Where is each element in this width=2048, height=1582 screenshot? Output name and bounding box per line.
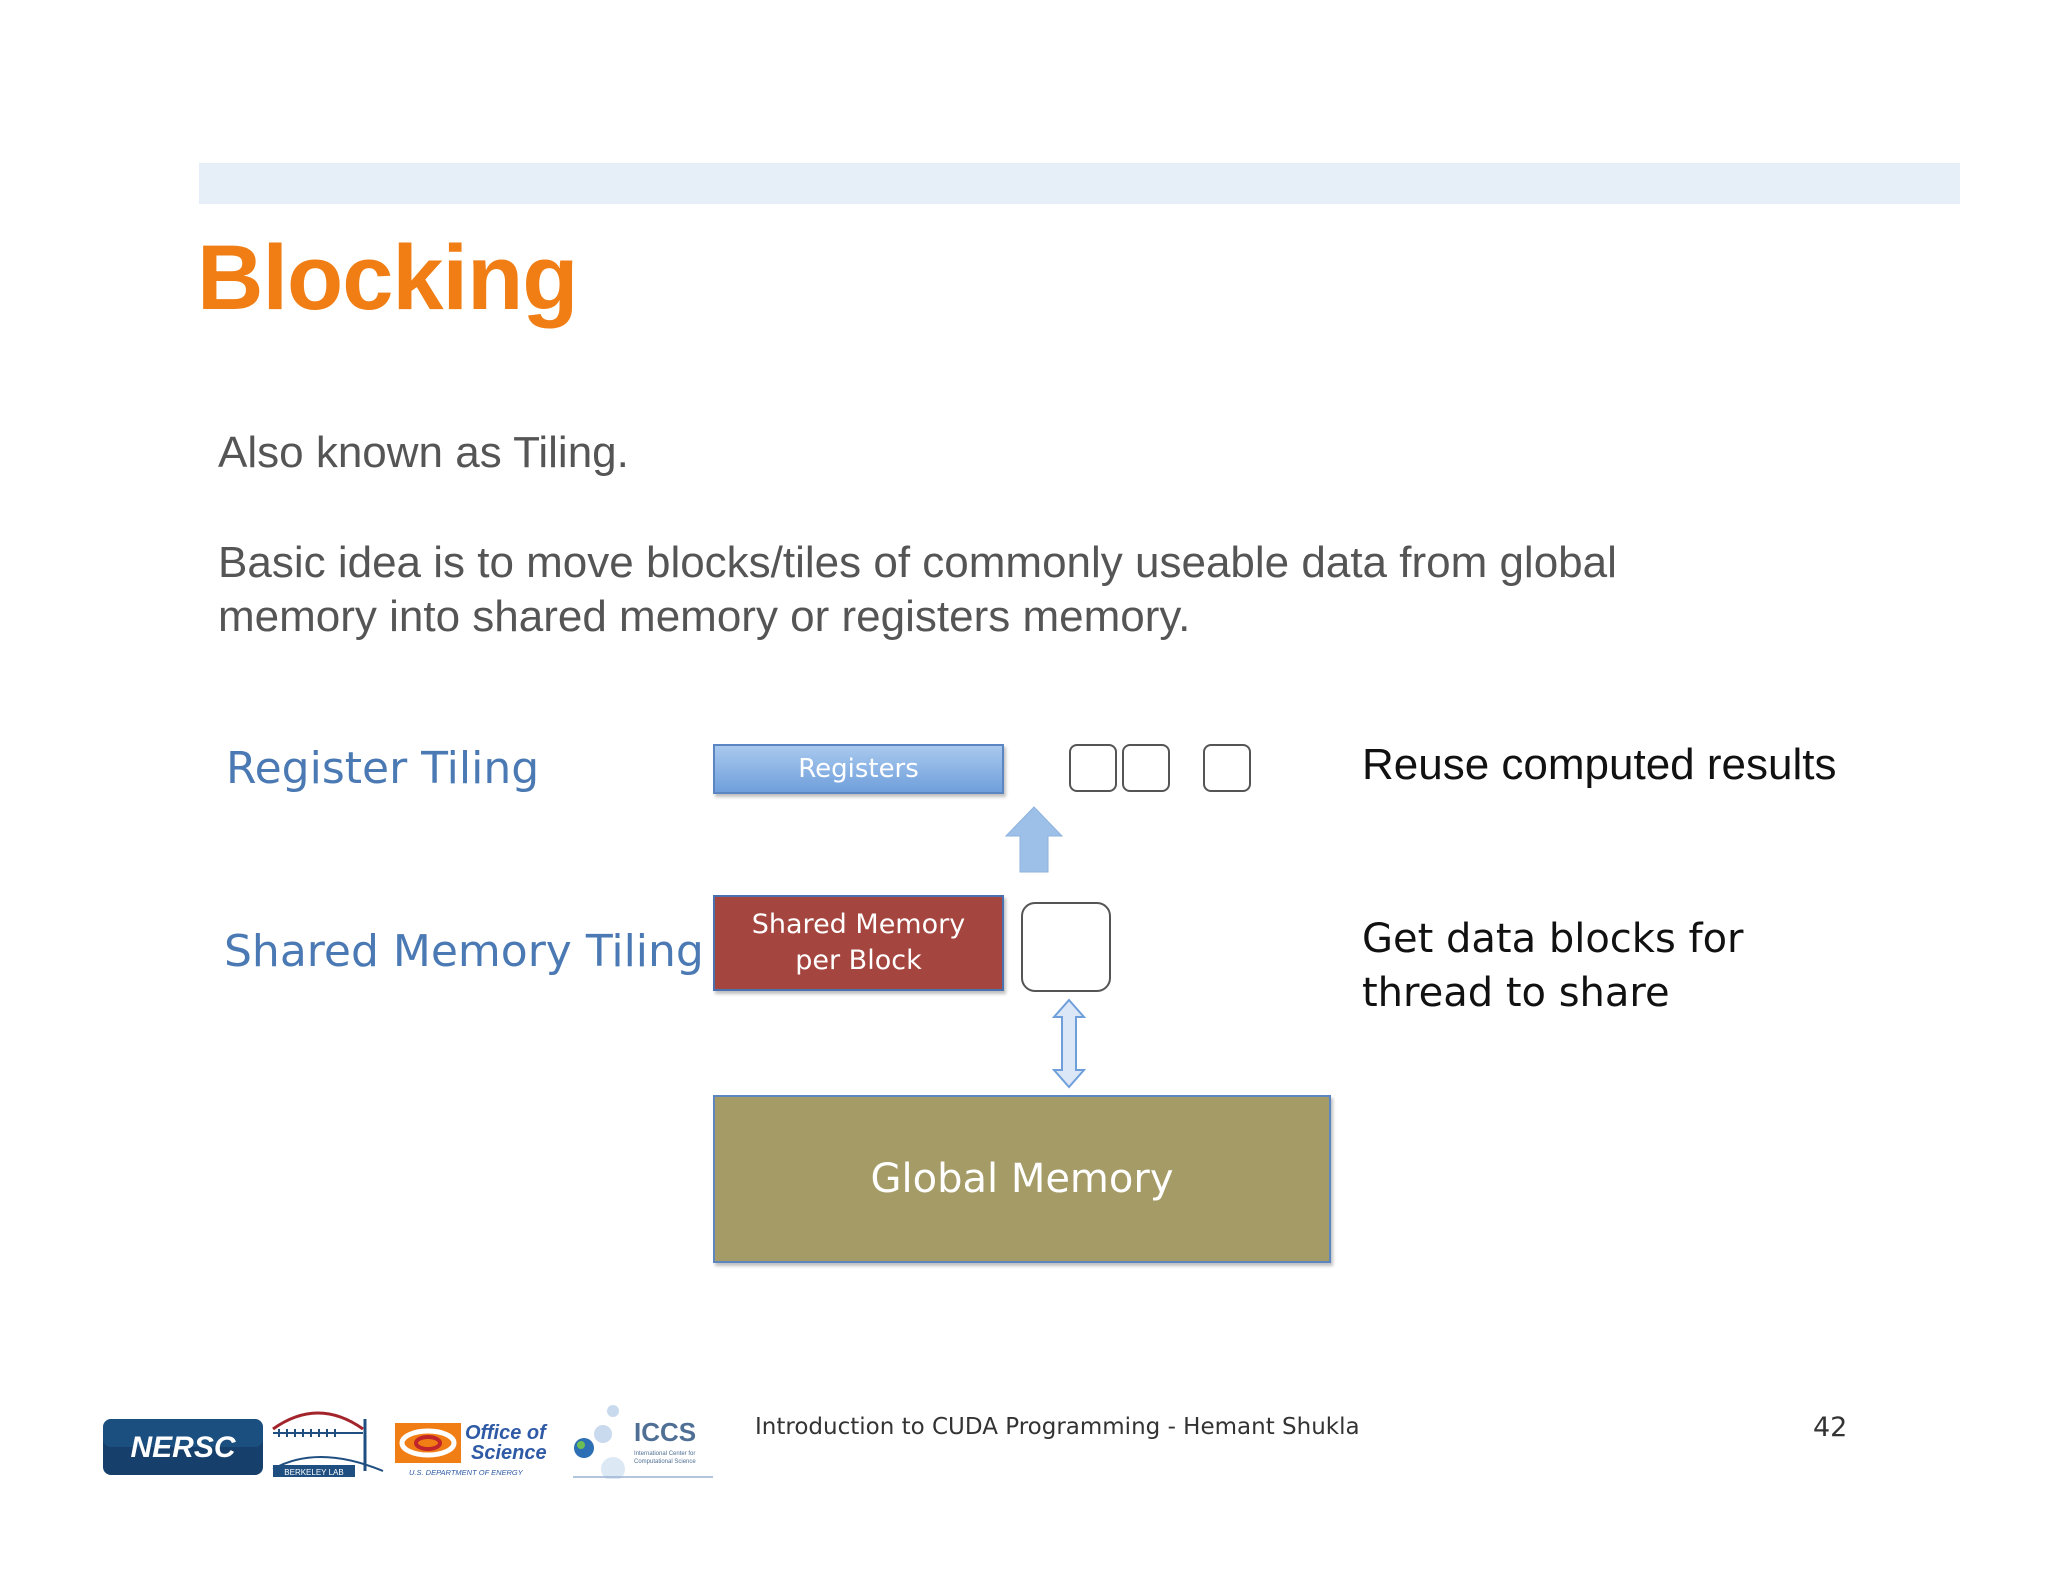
shared-memory-tiling-label: Shared Memory Tiling (224, 926, 704, 977)
shared-box-line1: Shared Memory (751, 909, 966, 940)
footer-logos (103, 1399, 723, 1479)
nersc-logo-text: NERSC (130, 1431, 236, 1464)
up-arrow-icon (1006, 807, 1062, 872)
footer-text: Introduction to CUDA Programming - Hemant Shukla (755, 1414, 1360, 1440)
page-number: 42 (1813, 1412, 1848, 1443)
register-tiling-label: Register Tiling (226, 743, 540, 794)
basic-idea-text: Basic idea is to move blocks/tiles of commonly useable data from global memory into shared memory or registers memory. (218, 538, 1617, 641)
registers-box: Registers (713, 744, 1004, 794)
global-memory-box: Global Memory (713, 1095, 1331, 1263)
iccs-sub1-text: International Center for (634, 1451, 696, 1457)
science-text: Science (471, 1442, 547, 1464)
office-of-science-logo (395, 1422, 548, 1477)
berkeley-lab-text: BERKELEY LAB (284, 1468, 344, 1477)
get-data-text: Get data blocks for thread to share (1362, 916, 1744, 1016)
iccs-sub2-text: Computational Science (634, 1459, 696, 1465)
aka-text: Also known as Tiling. (218, 428, 629, 477)
doe-text: U.S. DEPARTMENT OF ENERGY (409, 1468, 523, 1477)
shared-box-line2: per Block (795, 945, 922, 976)
double-arrow-icon (1054, 1000, 1084, 1087)
berkeley-lab-logo (273, 1413, 383, 1477)
nersc-logo (103, 1419, 263, 1475)
iccs-text: ICCS (634, 1417, 697, 1447)
slide-title: Blocking (197, 227, 578, 329)
iccs-logo (573, 1405, 713, 1479)
reuse-results-text: Reuse computed results (1362, 740, 1837, 789)
office-of-text: Office of (465, 1422, 546, 1444)
